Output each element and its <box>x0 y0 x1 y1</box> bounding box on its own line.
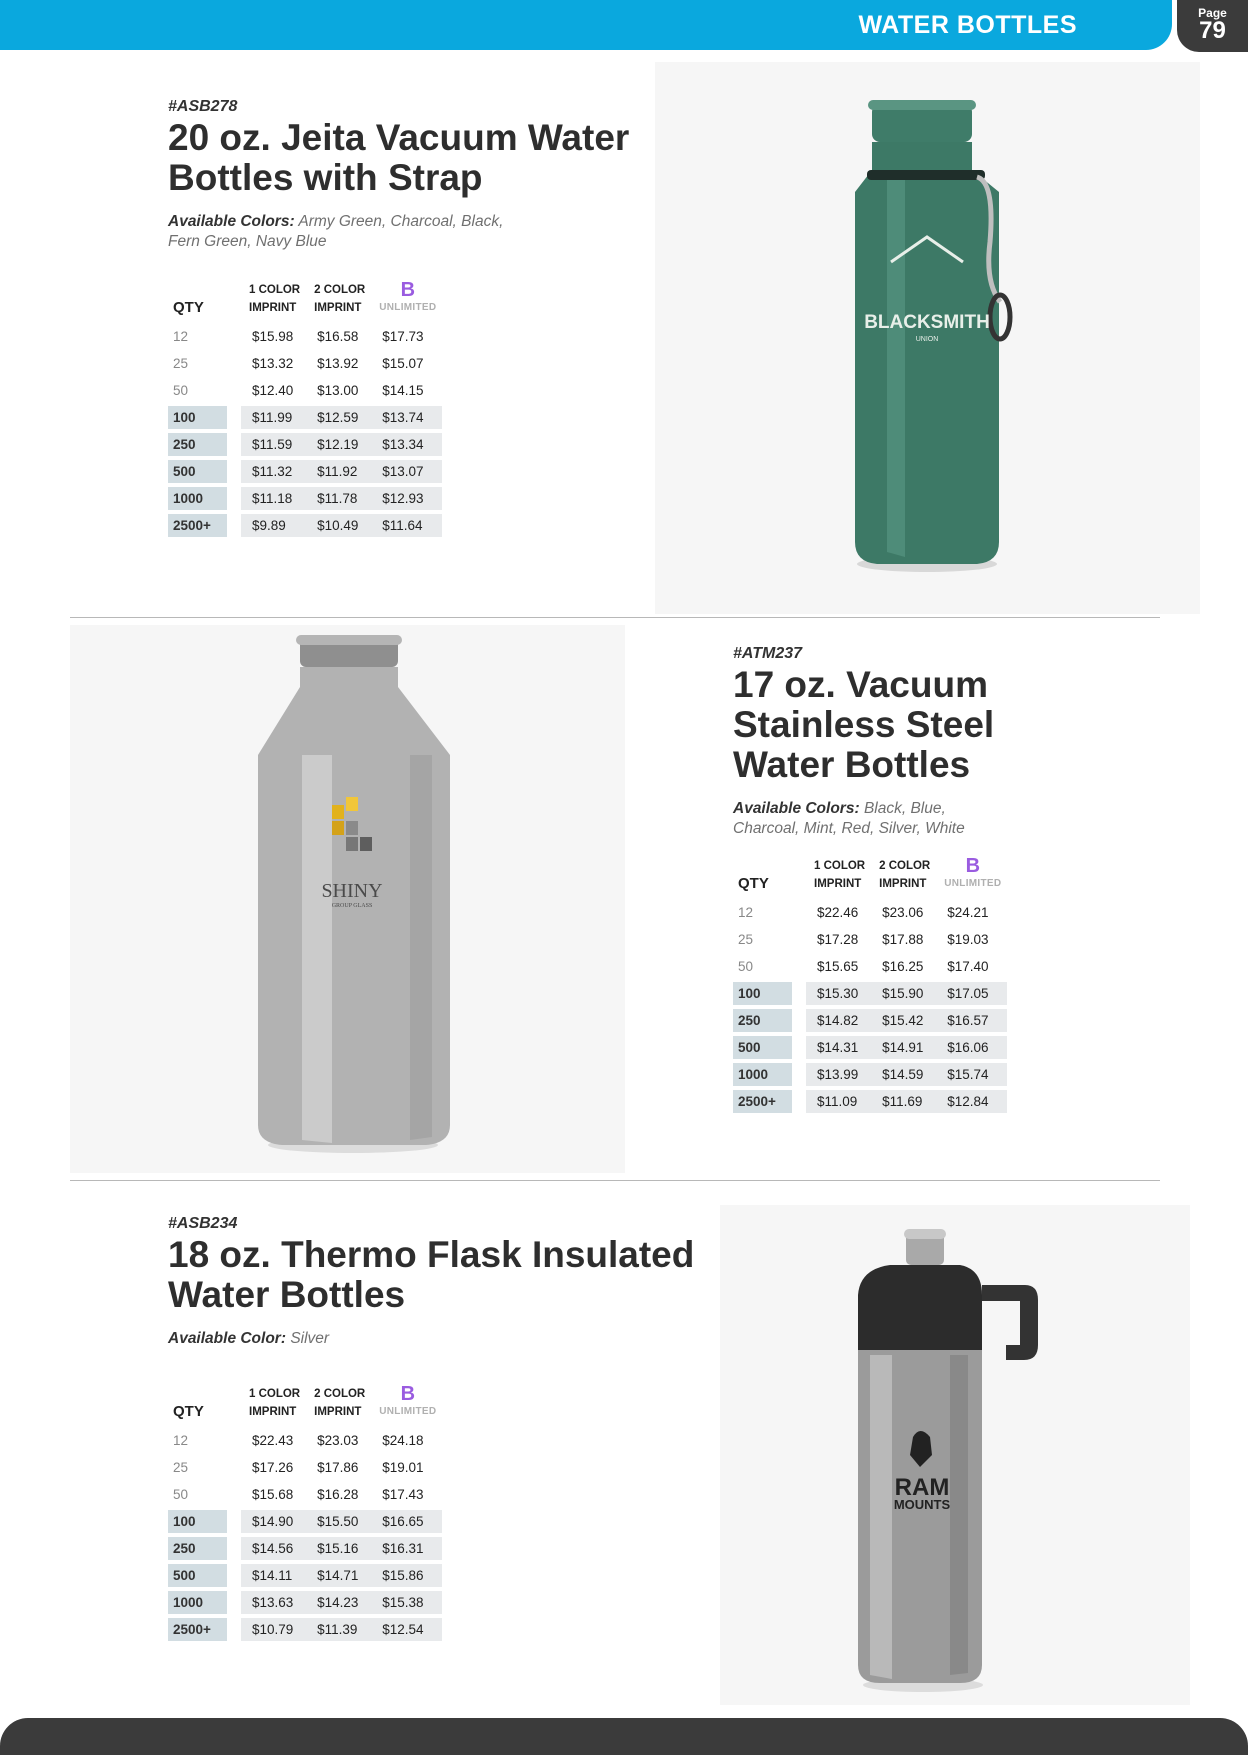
price-row <box>168 433 442 456</box>
cell-gap <box>792 1009 806 1032</box>
cell-gap <box>227 1510 241 1533</box>
qty-cell: 25 <box>173 1460 189 1475</box>
cell-gap <box>227 379 241 402</box>
one-color-header <box>241 1385 306 1425</box>
product-title <box>168 118 688 198</box>
two-color-price: $16.58 <box>317 329 359 344</box>
qty-cell: 1000 <box>168 1591 227 1614</box>
page-label: Page <box>1198 6 1227 20</box>
two-color-price: $16.28 <box>317 1487 359 1502</box>
unlimited-logo <box>379 1385 436 1421</box>
two-color-price: $16.25 <box>882 959 924 974</box>
header-gap <box>227 281 241 321</box>
unlimited-icon: B <box>400 1383 416 1405</box>
two-color-price: $15.50 <box>306 1510 371 1533</box>
price-row <box>733 1090 1007 1113</box>
qty-cell: 50 <box>173 1487 189 1502</box>
colors-value: Silver <box>290 1330 330 1347</box>
price-row <box>168 514 442 537</box>
unlimited-price: $17.43 <box>382 1487 424 1502</box>
qty-cell: 12 <box>738 905 754 920</box>
cell-gap <box>792 901 806 924</box>
colors-value: Black, Blue, <box>863 800 946 817</box>
colors-label: Available Colors: <box>168 213 295 230</box>
cell-gap <box>792 1036 806 1059</box>
price-row <box>168 1429 442 1452</box>
two-color-price: $17.86 <box>317 1460 359 1475</box>
price-table <box>733 853 1007 1117</box>
price-row <box>733 928 1007 951</box>
one-color-price: $15.65 <box>817 959 859 974</box>
title-line: Stainless Steel <box>733 704 995 745</box>
unlimited-price: $12.84 <box>936 1090 1007 1113</box>
one-color-price: $14.11 <box>241 1564 306 1587</box>
one-color-price: $11.59 <box>241 433 306 456</box>
cell-gap <box>792 982 806 1005</box>
footer-bar <box>0 1718 1248 1755</box>
header-gap <box>792 857 806 897</box>
qty-header: QTY <box>738 875 769 892</box>
qty-header: QTY <box>173 1403 204 1420</box>
one-color-price: $10.79 <box>241 1618 306 1641</box>
product-image-logo-sub: UNION <box>915 336 939 343</box>
one-color-price: $22.43 <box>252 1433 294 1448</box>
qty-cell: 2500+ <box>168 514 227 537</box>
title-line: Water Bottles <box>733 744 971 785</box>
cell-gap <box>227 1564 241 1587</box>
one-color-price: $17.28 <box>817 932 859 947</box>
unlimited-price: $14.15 <box>382 383 424 398</box>
two-color-price: $10.49 <box>306 514 371 537</box>
unlimited-price: $15.07 <box>382 356 424 371</box>
product-sku: #ASB278 <box>168 98 238 115</box>
product-image-1 <box>655 62 1200 614</box>
price-row <box>168 1618 442 1641</box>
price-row <box>733 1036 1007 1059</box>
unlimited-price: $16.57 <box>936 1009 1007 1032</box>
colors-label: Available Color: <box>168 1330 286 1347</box>
title-line: Water Bottles <box>168 1274 406 1315</box>
two-color-price: $11.39 <box>306 1618 371 1641</box>
two-color-header <box>871 857 936 897</box>
one-color-price: $15.98 <box>252 329 294 344</box>
unlimited-icon: B <box>400 279 416 301</box>
divider <box>70 617 1160 618</box>
cell-gap <box>227 1429 241 1452</box>
section-title: WATER BOTTLES <box>858 11 1077 39</box>
one-color-price: $11.32 <box>241 460 306 483</box>
header-text: IMPRINT <box>249 1406 297 1418</box>
unlimited-header <box>371 281 442 321</box>
title-line: Bottles with Strap <box>168 157 483 198</box>
one-color-price: $15.30 <box>806 982 871 1005</box>
price-row <box>733 955 1007 978</box>
title-line: 20 oz. Jeita Vacuum Water <box>168 117 630 158</box>
price-table <box>168 277 442 541</box>
available-colors <box>168 1329 728 1349</box>
cell-gap <box>227 325 241 348</box>
price-row <box>733 901 1007 924</box>
header-gap <box>227 1385 241 1425</box>
one-color-price: $9.89 <box>241 514 306 537</box>
price-table <box>168 1381 442 1645</box>
one-color-price: $14.90 <box>241 1510 306 1533</box>
two-color-price: $11.78 <box>306 487 371 510</box>
title-line: 17 oz. Vacuum <box>733 664 988 705</box>
two-color-price: $14.91 <box>871 1036 936 1059</box>
one-color-price: $14.31 <box>806 1036 871 1059</box>
header-text: IMPRINT <box>249 302 297 314</box>
product-title <box>733 665 1153 785</box>
cell-gap <box>792 1063 806 1086</box>
qty-cell: 12 <box>173 1433 189 1448</box>
price-row <box>168 460 442 483</box>
cell-gap <box>792 955 806 978</box>
two-color-price: $11.92 <box>306 460 371 483</box>
cell-gap <box>227 1618 241 1641</box>
cell-gap <box>227 406 241 429</box>
qty-cell: 100 <box>168 406 227 429</box>
unlimited-price: $15.74 <box>936 1063 1007 1086</box>
colors-value: Charcoal, Mint, Red, Silver, White <box>733 820 965 837</box>
qty-cell: 100 <box>733 982 792 1005</box>
one-color-price: $22.46 <box>817 905 859 920</box>
two-color-price: $23.03 <box>317 1433 359 1448</box>
header-text: 1 COLOR <box>249 1388 301 1400</box>
price-row <box>733 1063 1007 1086</box>
unlimited-price: $17.05 <box>936 982 1007 1005</box>
header-text: IMPRINT <box>314 1406 362 1418</box>
one-color-price: $13.99 <box>806 1063 871 1086</box>
cell-gap <box>227 514 241 537</box>
product-image-logo-sub: GROUP GLASS <box>331 903 373 909</box>
one-color-price: $11.09 <box>806 1090 871 1113</box>
product-block-1 <box>168 98 688 252</box>
header-text: 1 COLOR <box>814 860 866 872</box>
unlimited-header <box>371 1385 442 1425</box>
title-line: 18 oz. Thermo Flask Insulated <box>168 1234 695 1275</box>
colors-value: Army Green, Charcoal, Black, <box>298 213 504 230</box>
price-row <box>168 1456 442 1479</box>
product-image-logo-sub: MOUNTS <box>893 1497 951 1512</box>
unlimited-header <box>936 857 1007 897</box>
qty-cell: 50 <box>738 959 754 974</box>
one-color-price: $14.56 <box>241 1537 306 1560</box>
unlimited-price: $15.86 <box>371 1564 442 1587</box>
one-color-header <box>806 857 871 897</box>
cell-gap <box>227 352 241 375</box>
price-table-header <box>168 281 442 321</box>
two-color-price: $14.59 <box>871 1063 936 1086</box>
header-text: 2 COLOR <box>314 284 366 296</box>
colors-label: Available Colors: <box>733 800 860 817</box>
unlimited-price: $15.38 <box>371 1591 442 1614</box>
unlimited-price: $12.93 <box>371 487 442 510</box>
product-image-2 <box>70 625 625 1173</box>
unlimited-price: $13.74 <box>371 406 442 429</box>
qty-cell: 25 <box>173 356 189 371</box>
product-sku: #ASB234 <box>168 1215 238 1232</box>
cell-gap <box>227 1537 241 1560</box>
cell-gap <box>227 1483 241 1506</box>
unlimited-price: $16.06 <box>936 1036 1007 1059</box>
price-row <box>168 352 442 375</box>
header-text: IMPRINT <box>314 302 362 314</box>
unlimited-text: UNLIMITED <box>379 1406 437 1417</box>
header-text: IMPRINT <box>879 878 927 890</box>
one-color-price: $11.18 <box>241 487 306 510</box>
price-row <box>168 1564 442 1587</box>
header-text: 2 COLOR <box>879 860 931 872</box>
unlimited-price: $13.07 <box>371 460 442 483</box>
two-color-price: $12.59 <box>306 406 371 429</box>
two-color-price: $17.88 <box>882 932 924 947</box>
product-sku: #ATM237 <box>733 645 803 662</box>
one-color-price: $11.99 <box>241 406 306 429</box>
page-number: 79 <box>1199 17 1226 44</box>
price-row <box>733 982 1007 1005</box>
unlimited-logo <box>944 857 1001 893</box>
two-color-price: $13.00 <box>317 383 359 398</box>
unlimited-price: $16.31 <box>371 1537 442 1560</box>
two-color-price: $14.71 <box>306 1564 371 1587</box>
qty-cell: 250 <box>168 1537 227 1560</box>
qty-cell: 250 <box>168 433 227 456</box>
unlimited-price: $19.01 <box>382 1460 424 1475</box>
price-row <box>168 325 442 348</box>
one-color-price: $17.26 <box>252 1460 294 1475</box>
header-text: 2 COLOR <box>314 1388 366 1400</box>
cell-gap <box>227 1591 241 1614</box>
one-color-header <box>241 281 306 321</box>
one-color-price: $13.32 <box>252 356 294 371</box>
unlimited-price: $24.18 <box>382 1433 424 1448</box>
cell-gap <box>227 1456 241 1479</box>
available-colors <box>733 799 1153 839</box>
two-color-price: $13.92 <box>317 356 359 371</box>
unlimited-price: $11.64 <box>371 514 442 537</box>
price-row <box>168 1537 442 1560</box>
header-bar <box>0 0 1172 50</box>
two-color-price: $15.16 <box>306 1537 371 1560</box>
one-color-price: $15.68 <box>252 1487 294 1502</box>
unlimited-text: UNLIMITED <box>379 302 437 313</box>
product-block-3 <box>168 1215 728 1349</box>
two-color-price: $15.42 <box>871 1009 936 1032</box>
unlimited-price: $17.40 <box>947 959 989 974</box>
price-row <box>168 487 442 510</box>
divider <box>70 1180 1160 1181</box>
header-text: IMPRINT <box>814 878 862 890</box>
qty-cell: 25 <box>738 932 754 947</box>
product-image-logo: BLACKSMITH <box>864 312 990 333</box>
price-table-header <box>168 1385 442 1425</box>
colors-value: Fern Green, Navy Blue <box>168 233 327 250</box>
price-row <box>168 406 442 429</box>
cell-gap <box>227 433 241 456</box>
qty-cell: 1000 <box>168 487 227 510</box>
qty-cell: 12 <box>173 329 189 344</box>
price-row <box>168 1483 442 1506</box>
product-image-logo: SHINY <box>321 880 383 902</box>
unlimited-price: $17.73 <box>382 329 424 344</box>
one-color-price: $12.40 <box>252 383 294 398</box>
price-row <box>733 1009 1007 1032</box>
page-tab <box>1177 0 1248 52</box>
price-row <box>168 1510 442 1533</box>
qty-cell: 1000 <box>733 1063 792 1086</box>
product-image-3 <box>720 1205 1190 1705</box>
price-table-header <box>733 857 1007 897</box>
product-block-2 <box>733 645 1153 839</box>
product-title <box>168 1235 728 1315</box>
unlimited-text: UNLIMITED <box>944 878 1002 889</box>
qty-cell: 100 <box>168 1510 227 1533</box>
cell-gap <box>227 460 241 483</box>
two-color-price: $12.19 <box>306 433 371 456</box>
two-color-price: $14.23 <box>306 1591 371 1614</box>
two-color-price: $11.69 <box>871 1090 936 1113</box>
qty-cell: 500 <box>168 1564 227 1587</box>
qty-cell: 2500+ <box>168 1618 227 1641</box>
qty-cell: 500 <box>733 1036 792 1059</box>
unlimited-price: $16.65 <box>371 1510 442 1533</box>
unlimited-logo <box>379 281 436 317</box>
unlimited-price: $24.21 <box>947 905 989 920</box>
two-color-price: $15.90 <box>871 982 936 1005</box>
one-color-price: $13.63 <box>241 1591 306 1614</box>
price-row <box>168 1591 442 1614</box>
two-color-price: $23.06 <box>882 905 924 920</box>
cell-gap <box>227 487 241 510</box>
qty-cell: 2500+ <box>733 1090 792 1113</box>
unlimited-price: $12.54 <box>371 1618 442 1641</box>
qty-cell: 50 <box>173 383 189 398</box>
unlimited-price: $13.34 <box>371 433 442 456</box>
available-colors <box>168 212 688 252</box>
price-row <box>168 379 442 402</box>
qty-header: QTY <box>173 299 204 316</box>
two-color-header <box>306 1385 371 1425</box>
unlimited-icon: B <box>965 855 981 877</box>
one-color-price: $14.82 <box>806 1009 871 1032</box>
cell-gap <box>792 928 806 951</box>
unlimited-price: $19.03 <box>947 932 989 947</box>
qty-cell: 250 <box>733 1009 792 1032</box>
product-image-logo: RAM <box>894 1474 950 1501</box>
cell-gap <box>792 1090 806 1113</box>
header-text: 1 COLOR <box>249 284 301 296</box>
qty-cell: 500 <box>168 460 227 483</box>
two-color-header <box>306 281 371 321</box>
